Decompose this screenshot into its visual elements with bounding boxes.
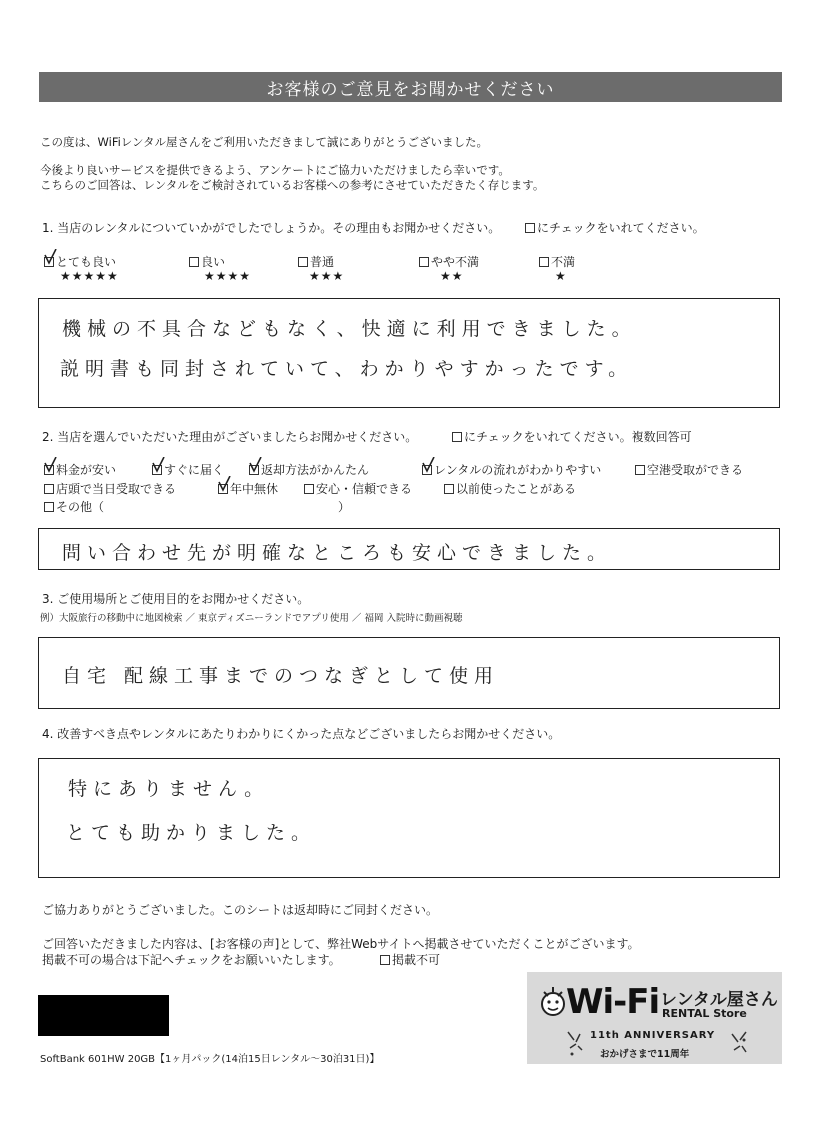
q1-option-dissatisfied[interactable]: 不満 — [539, 253, 575, 270]
q1-stars-1: ★ — [555, 269, 567, 283]
q2-other-close-paren: ） — [338, 500, 351, 514]
q3-question: 3. ご使用場所とご使用目的をお聞かせください。 — [42, 592, 310, 606]
checkbox[interactable] — [380, 955, 390, 965]
checkmark-icon — [152, 457, 166, 473]
q1-stars-2: ★★ — [440, 269, 464, 283]
redacted-name-block — [38, 995, 169, 1036]
checkbox[interactable] — [44, 257, 54, 267]
q1-stars-4: ★★★★ — [204, 269, 252, 283]
q2-option-other[interactable]: その他（ — [44, 498, 104, 515]
checkbox[interactable] — [218, 484, 228, 494]
q2-option-easy-return[interactable]: 返却方法がかんたん — [249, 461, 369, 478]
q1-option-somewhat-dissatisfied[interactable]: やや不満 — [419, 253, 479, 270]
checkbox[interactable] — [44, 502, 54, 512]
checkbox[interactable] — [419, 257, 429, 267]
q4-question: 4. 改善すべき点やレンタルにあたりわかりにくかった点などございましたらお聞かせください。 — [42, 727, 561, 741]
q1-instruction: にチェックをいれてください。 — [525, 219, 705, 236]
checkbox[interactable] — [249, 465, 259, 475]
q2-option-same-day-store[interactable]: 店頭で当日受取できる — [44, 480, 176, 497]
q1-option-average[interactable]: 普通 — [298, 253, 334, 270]
checkbox[interactable] — [635, 465, 645, 475]
intro-line-2: 今後より良いサービスを提供できるよう、アンケートにご協力いただけましたら幸いです。 — [40, 163, 510, 177]
checkbox[interactable] — [44, 484, 54, 494]
q1-answer-line-2: 説明書も同封されていて、わかりやすかったです。 — [60, 358, 634, 380]
plan-info: SoftBank 601HW 20GB【1ヶ月パック(14泊15日レンタル～30泊31日)】 — [40, 1054, 380, 1065]
checkbox[interactable] — [422, 465, 432, 475]
q3-example: 例）大阪旅行の移動中に地図検索 ／ 東京ディズニーランドでアプリ使用 ／ 福岡 入院時に動画視聴 — [40, 613, 463, 624]
brand-anniversary: 11th ANNIVERSARY — [590, 1030, 716, 1041]
q3-answer: 自宅 配線工事までのつなぎとして使用 — [62, 665, 500, 687]
checkmark-icon — [249, 457, 263, 473]
q2-option-cheap[interactable]: 料金が安い — [44, 461, 116, 478]
brand-name-jp: レンタル屋さん — [660, 990, 778, 1010]
confetti-icon — [566, 1030, 586, 1056]
confetti-icon — [728, 1030, 750, 1056]
mascot-icon — [538, 986, 568, 1020]
checkbox[interactable] — [298, 257, 308, 267]
q2-instruction: にチェックをいれてください。複数回答可 — [452, 428, 692, 445]
q2-option-fast-delivery[interactable]: すぐに届く — [152, 461, 224, 478]
q4-answer-line-2: とても助かりました。 — [66, 822, 317, 844]
q2-option-clear-flow[interactable]: レンタルの流れがわかりやすい — [422, 461, 601, 478]
footer-publish-notice-2: 掲載不可の場合は下記へチェックをお願いいたします。 — [42, 953, 341, 967]
q1-option-very-good[interactable]: とても良い — [44, 253, 116, 270]
q2-answer: 問い合わせ先が明確なところも安心できました。 — [62, 542, 613, 564]
q2-question: 2. 当店を選んでいただいた理由がございましたらお聞かせください。 — [42, 430, 418, 444]
checkmark-icon — [218, 476, 232, 492]
checkbox[interactable] — [152, 465, 162, 475]
brand-name-en: RENTAL Store — [662, 1007, 747, 1020]
checkmark-icon — [44, 457, 58, 473]
intro-line-1: この度は、WiFiレンタル屋さんをご利用いただきまして誠にありがとうございました。 — [40, 135, 489, 149]
checkbox[interactable] — [444, 484, 454, 494]
brand-anniversary-thanks: おかげさまで11周年 — [600, 1049, 690, 1060]
footer-publish-notice-1: ご回答いただきました内容は、[お客様の声]として、弊社Webサイトへ掲載させていただくことがございます。 — [42, 937, 640, 951]
brand-wifi-text: Wi-Fi — [566, 982, 660, 1022]
q2-option-trustworthy[interactable]: 安心・信頼できる — [304, 480, 412, 497]
checkmark-icon — [44, 249, 58, 265]
q1-stars-5: ★★★★★ — [60, 269, 119, 283]
q2-option-open-all-year[interactable]: 年中無休 — [218, 480, 278, 497]
checkbox[interactable] — [304, 484, 314, 494]
checkbox-legend-icon — [525, 223, 535, 233]
footer-thanks: ご協力ありがとうございました。このシートは返却時にご同封ください。 — [42, 903, 439, 917]
q1-question: 1. 当店のレンタルについていかがでしたでしょうか。その理由もお聞かせください。 — [42, 221, 501, 235]
q1-answer-line-1: 機械の不具合などもなく、快適に利用できました。 — [62, 318, 637, 340]
checkbox[interactable] — [539, 257, 549, 267]
publish-optout-checkbox[interactable]: 掲載不可 — [380, 951, 440, 968]
q2-option-airport-pickup[interactable]: 空港受取ができる — [635, 461, 743, 478]
intro-line-3: こちらのご回答は、レンタルをご検討されているお客様への参考にさせていただきたく存じます。 — [40, 178, 545, 192]
page-title: お客様のご意見をお聞かせください — [39, 72, 782, 102]
checkmark-icon — [422, 457, 436, 473]
q1-option-good[interactable]: 良い — [189, 253, 225, 270]
q1-stars-3: ★★★ — [309, 269, 345, 283]
checkbox[interactable] — [189, 257, 199, 267]
q2-option-used-before[interactable]: 以前使ったことがある — [444, 480, 576, 497]
q4-answer-line-1: 特にありません。 — [68, 778, 270, 800]
checkbox-legend-icon — [452, 432, 462, 442]
checkbox[interactable] — [44, 465, 54, 475]
